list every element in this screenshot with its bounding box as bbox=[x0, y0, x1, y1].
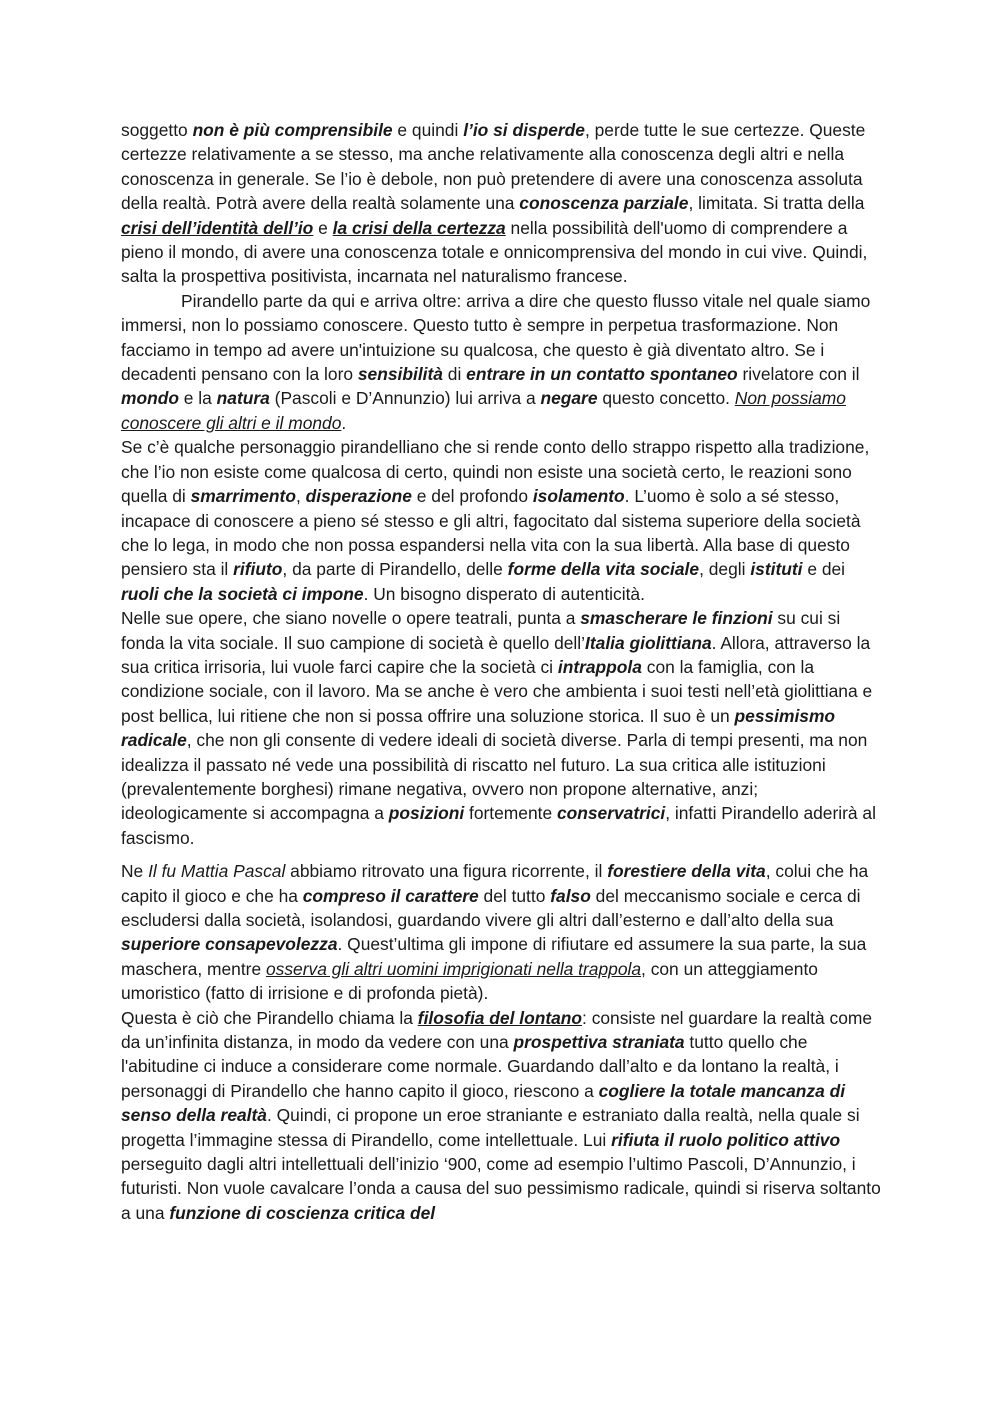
emphasized-text: Italia giolittiana bbox=[585, 632, 712, 653]
emphasized-text: Il fu Mattia Pascal bbox=[148, 861, 286, 882]
paragraph-p2 bbox=[121, 289, 883, 435]
text-run: del tutto bbox=[478, 885, 551, 906]
emphasized-text: compreso il carattere bbox=[302, 885, 479, 906]
emphasized-text: superiore consapevolezza bbox=[121, 934, 338, 955]
text-run: Ne bbox=[121, 861, 149, 882]
emphasized-text: falso bbox=[550, 885, 591, 906]
text-run: . Quest’ultima gli impone di rifiutare ed assumere la sua parte, la sua maschera, mentre bbox=[121, 934, 867, 979]
text-run: , perde tutte le sue certezze. Queste certezze relativamente a se stesso, ma anche relativamente alla conoscenza degli altri e nella conoscenza in generale. Se l’io è debole, non può pretendere di avere una conoscenza assoluta della realtà. Potrà avere della realtà solamente una bbox=[121, 120, 866, 214]
paragraph-p1 bbox=[121, 118, 883, 289]
text-run: fortemente bbox=[464, 803, 557, 824]
text-run: Se c’è qualche personaggio pirandelliano che si rende conto dello strappo rispetto alla tradizione, che l’io non esiste come qualcosa di certo, quindi non esiste una società certo, le reazioni sono quella di bbox=[121, 437, 870, 507]
emphasized-text: rifiuto bbox=[233, 559, 283, 580]
emphasized-text: osserva gli altri uomini imprigionati nella trappola bbox=[265, 958, 642, 979]
emphasized-text: sensibilità bbox=[357, 364, 443, 385]
text-run: , infatti Pirandello aderirà al fascismo. bbox=[121, 803, 876, 848]
emphasized-text: mondo bbox=[121, 388, 179, 409]
document-page bbox=[121, 118, 883, 1225]
text-run: . Quindi, ci propone un eroe straniante e estraniato dalla realtà, nella quale si progetta l’immagine stessa di Pirandello, come intellettuale. Lui bbox=[121, 1105, 860, 1150]
emphasized-text: la crisi della certezza bbox=[332, 217, 506, 238]
text-run: e del profondo bbox=[411, 486, 533, 507]
text-run: Questa è ciò che Pirandello chiama la bbox=[121, 1007, 418, 1028]
text-run: tutto quello che l'abitudine ci induce a considerare come normale. Guardando dall’alto e da lontano la realtà, i personaggi di Pirandello che hanno capito il gioco, riescono a bbox=[121, 1032, 839, 1101]
text-run: , che non gli consente di vedere ideali di società diverse. Parla di tempi presenti, ma non idealizza il passato né vede una possibilità di riscatto nel futuro. La sua critica alle istituzioni (prevalentemente borghesi) rimane negativa, ovvero non propone alternative, anzi; ideologicamente si accompagna a bbox=[121, 730, 868, 824]
emphasized-text: crisi dell’identità dell’io bbox=[121, 217, 314, 238]
emphasized-text: prospettiva straniata bbox=[513, 1032, 685, 1053]
text-run: : consiste nel guardare la realtà come da un’infinita distanza, in modo da vedere con una bbox=[121, 1007, 873, 1053]
text-run: (Pascoli e D’Annunzio) lui arriva a bbox=[269, 388, 541, 409]
text-run: soggetto bbox=[121, 120, 193, 140]
emphasized-text: disperazione bbox=[305, 486, 412, 507]
emphasized-text: istituti bbox=[750, 559, 803, 580]
text-run: rivelatore con il bbox=[737, 364, 860, 385]
emphasized-text: rifiuta il ruolo politico attivo bbox=[611, 1129, 841, 1150]
text-run: , degli bbox=[699, 559, 751, 580]
emphasized-text: negare bbox=[540, 388, 598, 409]
text-run: . Allora, attraverso la sua critica irrisoria, lui vuole farci capire che la società ci bbox=[121, 632, 871, 677]
emphasized-text: entrare in un contatto spontaneo bbox=[466, 364, 738, 385]
paragraph-p6 bbox=[121, 1006, 883, 1226]
text-run: , bbox=[295, 486, 306, 507]
emphasized-text: pessimismo radicale bbox=[121, 705, 836, 751]
paragraph-p5 bbox=[121, 859, 883, 1005]
emphasized-text: ruoli che la società ci impone bbox=[121, 583, 364, 604]
text-run: . bbox=[341, 412, 347, 433]
emphasized-text: forme della vita sociale bbox=[507, 559, 700, 580]
emphasized-text: posizioni bbox=[388, 803, 465, 824]
emphasized-text: non è più comprensibile bbox=[192, 120, 393, 140]
text-run: e dei bbox=[802, 559, 846, 580]
emphasized-text: cogliere la totale mancanza di senso della realtà bbox=[121, 1080, 846, 1126]
text-run: , colui che ha capito il gioco e che ha bbox=[121, 861, 869, 906]
text-run: del meccanismo sociale e cerca di escludersi dalla società, isolandosi, guardando vivere gli altri dall’esterno e dall’alto della sua bbox=[121, 885, 861, 930]
text-run: nella possibilità dell'uomo di comprendere a pieno il mondo, di avere una conoscenza totale e onnicomprensiva del mondo in cui vive. Quindi, salta la prospettiva positivista, incarnata nel naturalismo francese. bbox=[121, 217, 868, 287]
paragraph-p4 bbox=[121, 606, 883, 850]
text-run: , da parte di Pirandello, delle bbox=[282, 559, 508, 580]
text-run: Nelle sue opere, che siano novelle o opere teatrali, punta a bbox=[121, 608, 581, 629]
emphasized-text: Non possiamo conoscere gli altri e il mondo bbox=[121, 388, 846, 433]
text-run: . Un bisogno disperato di autenticità. bbox=[363, 583, 645, 604]
text-run: Pirandello parte da qui e arriva oltre: arriva a dire che questo flusso vitale nel quale siamo immersi, non lo possiamo conoscere. Questo tutto è sempre in perpetua trasformazione. Non facciamo in tempo ad avere un'intuizione su qualcosa, che questo è già diventato altro. Se i decadenti pensano con la loro bbox=[121, 290, 871, 385]
text-run: perseguito dagli altri intellettuali dell’inizio ‘900, come ad esempio l’ultimo Pascoli, D’Annunzio, i futuristi. Non vuole cavalcare l’onda a causa del suo pessimismo radicale, quindi si riserva soltanto a una bbox=[121, 1154, 881, 1223]
text-run: con la famiglia, con la condizione sociale, con il lavoro. Ma se anche è vero che ambienta i suoi testi nell’età giolittiana e post bellica, lui ritiene che non si possa offrire una soluzione storica. Il suo è un bbox=[121, 656, 873, 726]
emphasized-text: intrappola bbox=[557, 656, 642, 677]
emphasized-text: filosofia del lontano bbox=[417, 1007, 583, 1028]
emphasized-text: forestiere della vita bbox=[607, 861, 766, 882]
emphasized-text: smarrimento bbox=[190, 486, 296, 507]
emphasized-text: conoscenza parziale bbox=[519, 193, 689, 214]
text-run: abbiamo ritrovato una figura ricorrente, il bbox=[285, 861, 608, 882]
text-run: questo concetto. bbox=[597, 388, 735, 409]
emphasized-text: conservatrici bbox=[556, 803, 666, 824]
text-run: , limitata. Si tratta della bbox=[688, 193, 865, 214]
text-run: . L’uomo è solo a sé stesso, incapace di conoscere a pieno sé stesso e gli altri, fagocitato dal sistema superiore della società che lo lega, in modo che non possa espandersi nella vita con la sua libertà. Alla base di questo pensiero sta il bbox=[121, 486, 861, 580]
emphasized-text: l’io si disperde bbox=[463, 120, 585, 140]
text-run: , con un atteggiamento umoristico (fatto di irrisione e di profonda pietà). bbox=[121, 958, 818, 1004]
emphasized-text: smascherare le finzioni bbox=[580, 608, 773, 629]
text-run: e la bbox=[178, 388, 217, 409]
emphasized-text: funzione di coscienza critica del bbox=[169, 1202, 436, 1223]
emphasized-text: natura bbox=[216, 388, 270, 409]
text-run: e quindi bbox=[392, 120, 464, 140]
text-run: su cui si fonda la vita sociale. Il suo campione di società è quello dell’ bbox=[121, 608, 841, 653]
emphasized-text: isolamento bbox=[532, 486, 625, 507]
text-run: e bbox=[313, 217, 333, 238]
text-run: di bbox=[442, 364, 467, 385]
paragraph-p3 bbox=[121, 435, 883, 606]
